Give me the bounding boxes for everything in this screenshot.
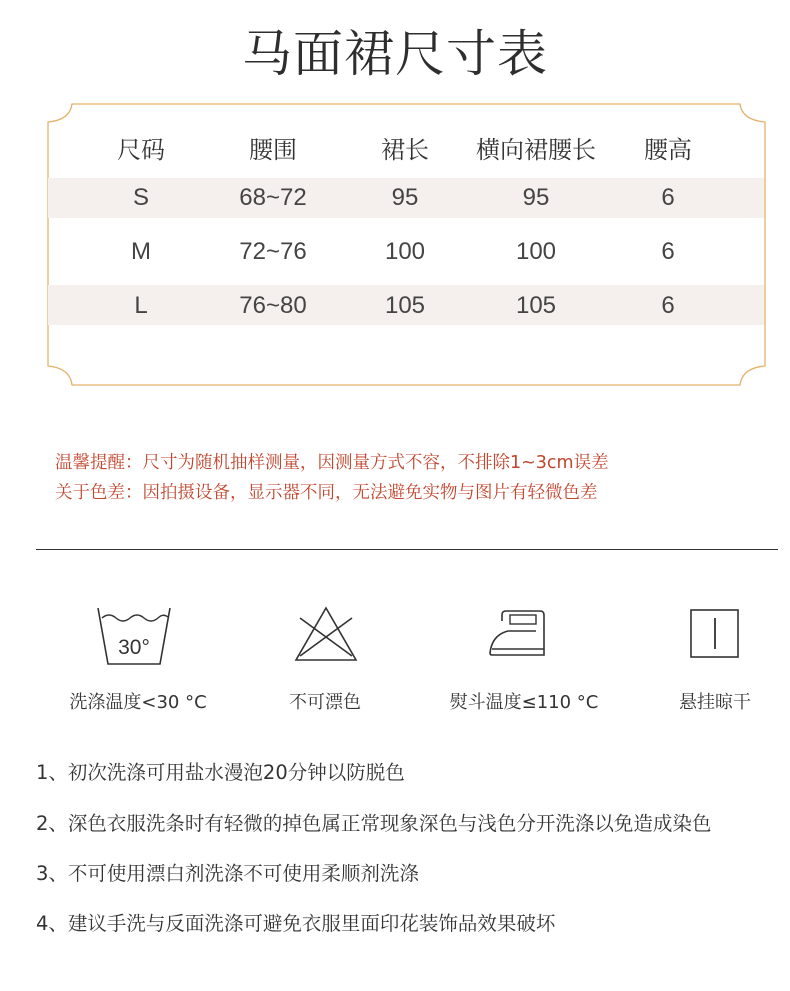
table-cell: 105 [515,292,557,319]
header-waistband-length: 横向裙腰长 [476,136,596,164]
header-waist-height: 腰高 [644,136,692,164]
section-divider [36,549,778,550]
table-cell: 100 [515,238,557,265]
table-cell: 95 [522,184,550,211]
wash-temperature-label: 洗涤温度<30 °C [69,692,207,713]
care-tip: 1、初次洗涤可用盐水漫泡20分钟以防脱色 [36,761,405,784]
table-cell: L [134,292,148,319]
table-cell: 95 [391,184,419,211]
care-tip: 3、不可使用漂白剂洗涤不可使用柔顺剂洗涤 [36,862,419,885]
table-cell: 6 [661,238,675,265]
table-cell: 72~76 [239,238,307,265]
color-notice: 关于色差：因拍摄设备，显示器不同，无法避免实物与图片有轻微色差 [55,483,598,503]
header-skirt-length: 裙长 [381,136,429,164]
table-cell: 105 [384,292,426,319]
header-waist: 腰围 [249,136,297,164]
table-cell: S [132,184,150,211]
no-bleach-label: 不可漂色 [289,692,361,713]
table-cell: 76~80 [239,292,307,319]
iron-icon [488,609,548,659]
header-size: 尺码 [117,136,165,164]
table-cell: 68~72 [239,184,307,211]
no-bleach-icon [294,604,358,664]
measurement-notice: 温馨提醒：尺寸为随机抽样测量，因测量方式不容，不排除1~3cm误差 [55,453,609,473]
page-title: 马面裙尺寸表 [242,25,548,83]
care-tip: 2、深色衣服洗条时有轻微的掉色属正常现象深色与浅色分开洗涤以免造成染色 [36,812,712,835]
wash-temperature-badge: 30° [118,636,150,659]
table-cell: M [131,238,151,265]
hang-dry-label: 悬挂晾干 [679,692,751,713]
table-cell: 6 [661,184,675,211]
wash-30-icon [96,604,172,668]
hang-dry-icon [690,609,740,659]
care-tip: 4、建议手洗与反面洗涤可避免衣服里面印花装饰品效果破坏 [36,912,556,935]
iron-temperature-label: 熨斗温度≤110 °C [449,692,599,713]
table-cell: 6 [661,292,675,319]
table-cell: 100 [384,238,426,265]
